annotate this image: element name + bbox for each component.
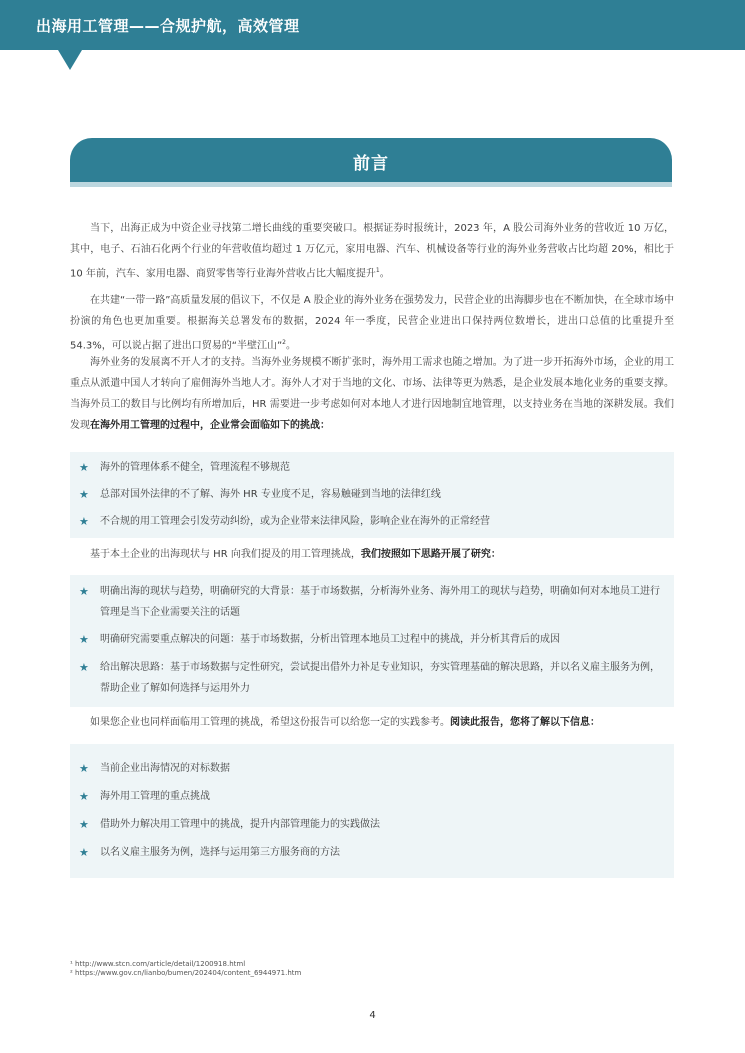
intro-paragraph-3: 海外业务的发展离不开人才的支持。当海外业务规模不断扩张时，海外用工需求也随之增加。为了进一步开拓海外市场，企业的用工重点从派遣中国人才转向了雇佣海外当地人才。海外人才对于当地的文化、市场、法律等更为熟悉，是企业发展本地化业务的重要支撑。当海外员工的数目与比例均有所增加后，HR 需要进一步考虑如何对本地人才进行因地制宜地管理，以支持业务在当地的深耕发展。我们发现在海外用工管理的过程中，企业常会面临如下的挑战： — [70, 357, 674, 431]
star-icon: ★ — [79, 846, 89, 859]
star-icon: ★ — [79, 461, 89, 474]
star-icon: ★ — [79, 762, 89, 775]
star-icon: ★ — [79, 488, 89, 501]
header-bar — [0, 0, 745, 50]
star-icon: ★ — [79, 515, 89, 528]
star-icon: ★ — [79, 585, 89, 598]
intro-paragraph-1: 当下，出海正成为中资企业寻找第二增长曲线的重要突破口。根据证券时报统计，2023 年，A 股公司海外业务的营收近 10 万亿，其中，电子、石油石化两个行业的年营收值均超过 1 万亿元，家用电器、汽车、机械设备等行业的海外业务营收占比均超 20%，相比于 10 年前，汽车、家用电器、商贸零售等行业海外营收占比大幅度提升$^1$。 — [70, 223, 674, 280]
star-icon: ★ — [79, 633, 89, 646]
page-number: 4 — [369, 1010, 376, 1021]
research-intro-paragraph: 基于本土企业的出海现状与 HR 向我们提及的用工管理挑战，我们按照如下思路开展了研究： — [90, 549, 501, 560]
header-title: 出海用工管理——合规护航，高效管理 — [36, 17, 300, 35]
section-title: 前言 — [353, 154, 389, 174]
research-box: ★ 明确出海的现状与趋势，明确研究的大背景：基于市场数据，分析海外业务、海外用工的现状与趋势，明确如何对本地员工进行管理是当下企业需要关注的话题 ★ 明确研究需要重点解决的问题：基于市场数据，分析出管理本地员工过程中的挑战，并分析其背后的成因 ★ 给出解决思路：基于市场数据与定性研究，尝试提出借外力补足专业知识，夯实管理基础的解决思路，并以名义雇主服务为例，帮助企业了解如何选择与运用外力 — [70, 575, 674, 707]
star-icon: ★ — [79, 818, 89, 831]
reading-intro-paragraph: 如果您企业也同样面临用工管理的挑战，希望这份报告可以给您一定的实践参考。阅读此报告，您将了解以下信息： — [90, 717, 600, 728]
footnote-1[interactable]: ¹ http://www.stcn.com/article/detail/1200918.html — [70, 960, 246, 968]
intro-paragraph-2: 在共建“一带一路”高质量发展的倡议下，不仅是 A 股企业的海外业务在强势发力，民营企业的出海脚步也在不断加快，在全球市场中扮演的角色也更加重要。根据海关总署发布的数据，2024 年一季度，民营企业进出口保持两位数增长，进出口总值的比重提升至 54.3%，可以说占据了进出口贸易的“半壁江山”$^2$。 — [70, 295, 674, 352]
challenges-box: ★ 海外的管理体系不健全，管理流程不够规范 ★ 总部对国外法律的不了解、海外 HR 专业度不足，容易触碰到当地的法律红线 ★ 不合规的用工管理会引发劳动纠纷，或为企业带来法律风险，影响企业在海外的正常经营 — [70, 452, 674, 538]
footnote-ref-1: 1 — [375, 267, 380, 274]
footnote-2[interactable]: ² https://www.gov.cn/lianbo/bumen/202404/content_6944971.htm — [70, 969, 302, 977]
section-banner — [70, 138, 672, 182]
header-tab-pointer — [58, 50, 82, 70]
footnote-ref-2: 2 — [282, 339, 286, 346]
star-icon: ★ — [79, 661, 89, 674]
takeaways-box: ★ 当前企业出海情况的对标数据 ★ 海外用工管理的重点挑战 ★ 借助外力解决用工管理中的挑战，提升内部管理能力的实践做法 ★ 以名义雇主服务为例，选择与运用第三方服务商的方法 — [70, 744, 674, 878]
star-icon: ★ — [79, 790, 89, 803]
